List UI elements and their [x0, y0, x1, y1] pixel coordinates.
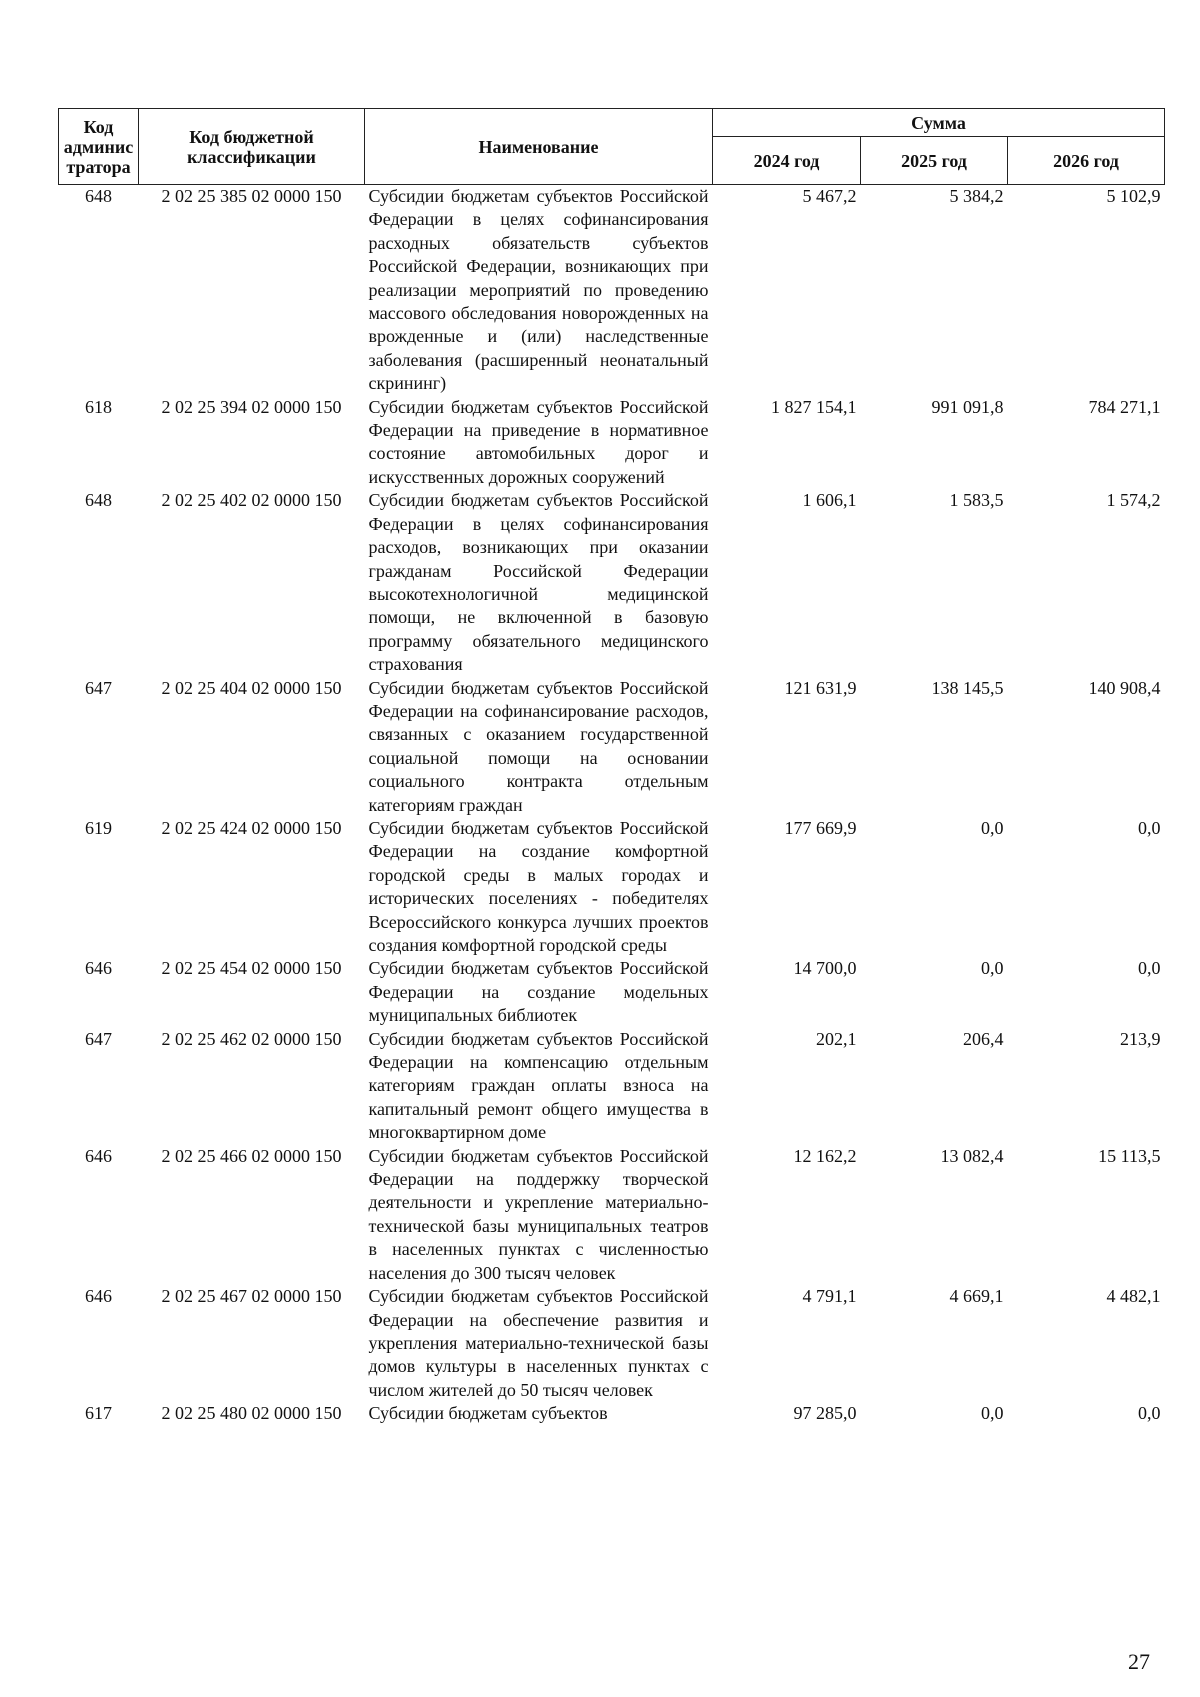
cell-name: Субсидии бюджетам субъектов Российской Федерации на софинансирование расходов, связанных с оказанием государственной социальной помощи на основании социального контракта отдельным категориям граждан — [368, 677, 709, 815]
cell-admin-code: 618 — [85, 396, 112, 417]
header-sum: Сумма — [713, 109, 1165, 137]
header-name: Наименование — [365, 109, 713, 185]
table-row — [59, 817, 1165, 957]
cell-admin-code: 646 — [85, 1286, 112, 1307]
cell-name: Субсидии бюджетам субъектов Российской Федерации в целях софинансирования расходных обязательств субъектов Российской Федерации, возникающих при реализации мероприятий по проведению массового обследования новорожденных на врожденные и (или) наследственные заболевания (расширенный неонатальный скрининг) — [368, 186, 709, 394]
header-budget-code: Код бюджетной классификации — [139, 109, 365, 185]
budget-table — [58, 108, 1165, 1426]
cell-budget-code: 2 02 25 394 02 0000 150 — [161, 396, 342, 417]
table-row — [59, 489, 1165, 676]
cell-budget-code: 2 02 25 404 02 0000 150 — [161, 677, 342, 698]
cell-2024: 97 285,0 — [793, 1403, 857, 1424]
cell-2026: 140 908,4 — [1088, 677, 1161, 698]
cell-2025: 13 082,4 — [940, 1145, 1004, 1166]
header-year-2025: 2025 год — [861, 137, 1008, 185]
cell-2024: 121 631,9 — [784, 677, 857, 698]
cell-admin-code: 648 — [85, 186, 112, 206]
cell-name: Субсидии бюджетам субъектов Российской Федерации на создание комфортной городской среды в малых городах и исторических поселениях - победителях Всероссийского конкурса лучших проектов создания комфортной городской среды — [368, 817, 709, 955]
cell-2025: 4 669,1 — [949, 1286, 1004, 1307]
cell-2026: 0,0 — [1138, 958, 1161, 979]
cell-2025: 991 091,8 — [931, 396, 1004, 417]
cell-admin-code: 647 — [85, 677, 112, 698]
cell-admin-code: 617 — [85, 1403, 112, 1424]
page-number: 27 — [1128, 1649, 1150, 1674]
cell-name: Субсидии бюджетам субъектов — [368, 1403, 608, 1424]
table-row — [59, 677, 1165, 817]
cell-2026: 0,0 — [1138, 1403, 1161, 1424]
cell-name: Субсидии бюджетам субъектов Российской Федерации в целях софинансирования расходов, возникающих при оказании гражданам Российской Федерации высокотехнологичной медицинской помощи, не включенной в базовую программу обязательного медицинского страхования — [368, 490, 709, 675]
cell-admin-code: 619 — [85, 817, 112, 838]
cell-2026: 0,0 — [1138, 817, 1161, 838]
cell-2026: 784 271,1 — [1088, 396, 1161, 417]
cell-admin-code: 646 — [85, 958, 112, 979]
cell-name: Субсидии бюджетам субъектов Российской Федерации на поддержку творческой деятельности и укрепление материально-технической базы муниципальных театров в населенных пунктах с численностью населения до 300 тысяч человек — [368, 1145, 709, 1283]
cell-budget-code: 2 02 25 480 02 0000 150 — [161, 1403, 342, 1424]
cell-2025: 0,0 — [981, 958, 1004, 979]
header-year-2024: 2024 год — [713, 137, 861, 185]
table-row — [59, 396, 1165, 490]
cell-budget-code: 2 02 25 467 02 0000 150 — [161, 1286, 342, 1307]
cell-admin-code: 646 — [85, 1145, 112, 1166]
cell-2026: 4 482,1 — [1106, 1286, 1161, 1307]
cell-budget-code: 2 02 25 454 02 0000 150 — [161, 958, 342, 979]
cell-2024: 1 606,1 — [802, 490, 857, 511]
cell-admin-code: 647 — [85, 1028, 112, 1049]
cell-2024: 202,1 — [816, 1028, 857, 1049]
cell-2024: 1 827 154,1 — [771, 396, 857, 417]
table-row — [59, 185, 1165, 396]
table-row — [59, 1402, 1165, 1425]
cell-2024: 14 700,0 — [793, 958, 857, 979]
cell-name: Субсидии бюджетам субъектов Российской Федерации на обеспечение развития и укрепления материально-технической базы домов культуры в населенных пунктах с числом жителей до 50 тысяч человек — [368, 1286, 709, 1400]
cell-name: Субсидии бюджетам субъектов Российской Федерации на приведение в нормативное состояние автомобильных дорог и искусственных дорожных сооружений — [368, 396, 709, 487]
cell-budget-code: 2 02 25 385 02 0000 150 — [161, 186, 342, 206]
cell-budget-code: 2 02 25 402 02 0000 150 — [161, 490, 342, 511]
cell-2026: 1 574,2 — [1106, 490, 1161, 511]
cell-2025: 206,4 — [963, 1028, 1004, 1049]
table-row — [59, 1145, 1165, 1285]
header-year-2026: 2026 год — [1008, 137, 1165, 185]
cell-budget-code: 2 02 25 466 02 0000 150 — [161, 1145, 342, 1166]
table-row — [59, 1285, 1165, 1402]
cell-2024: 5 467,2 — [802, 186, 857, 206]
cell-2026: 213,9 — [1120, 1028, 1161, 1049]
cell-2024: 4 791,1 — [802, 1286, 857, 1307]
cell-2026: 5 102,9 — [1106, 186, 1161, 206]
cell-2024: 12 162,2 — [793, 1145, 857, 1166]
cell-2025: 0,0 — [981, 817, 1004, 838]
cell-name: Субсидии бюджетам субъектов Российской Федерации на создание модельных муниципальных библиотек — [368, 958, 709, 1026]
cell-name: Субсидии бюджетам субъектов Российской Федерации на компенсацию отдельным категориям граждан оплаты взноса на капитальный ремонт общего имущества в многоквартирном доме — [368, 1028, 709, 1143]
cell-2025: 0,0 — [981, 1403, 1004, 1424]
cell-2025: 1 583,5 — [949, 490, 1004, 511]
cell-2025: 138 145,5 — [931, 677, 1004, 698]
cell-admin-code: 648 — [85, 490, 112, 511]
table-row — [59, 957, 1165, 1027]
cell-2026: 15 113,5 — [1098, 1145, 1161, 1166]
header-admin-code: Код админис тратора — [59, 109, 139, 185]
cell-2025: 5 384,2 — [949, 186, 1004, 206]
cell-2024: 177 669,9 — [784, 817, 857, 838]
cell-budget-code: 2 02 25 462 02 0000 150 — [161, 1028, 342, 1049]
cell-budget-code: 2 02 25 424 02 0000 150 — [161, 817, 342, 838]
table-row — [59, 1028, 1165, 1145]
